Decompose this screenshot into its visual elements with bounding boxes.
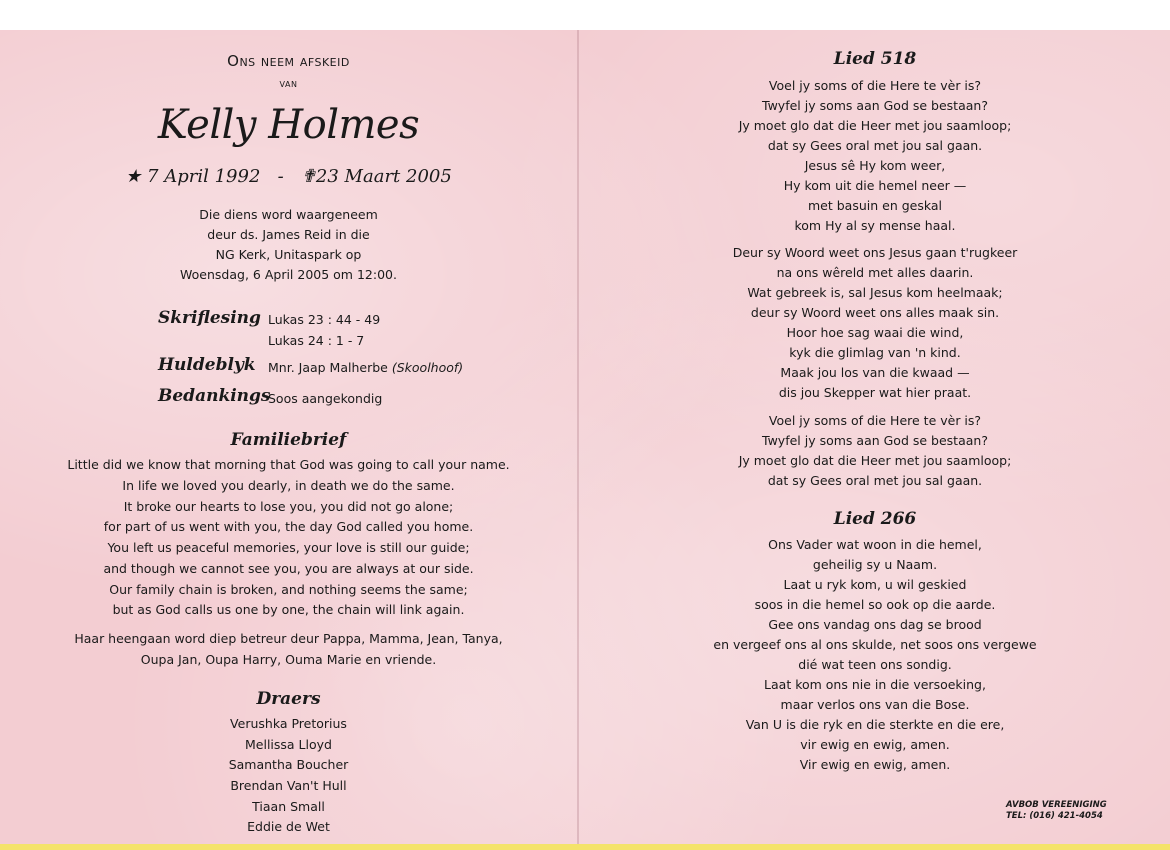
lied-518-line: Maak jou los van die kwaad —: [780, 365, 970, 380]
familiebrief-line: You left us peaceful memories, your love is still our guide;: [107, 540, 470, 555]
familiebrief-line: and though we cannot see you, you are always at our side.: [103, 561, 474, 576]
lied-266-line: Van U is die ryk en die sterkte en die ere,: [745, 717, 1005, 732]
lied-518-line: Voel jy soms of die Here te vèr is?: [768, 78, 982, 93]
lied-518-line: dat sy Gees oral met jou sal gaan.: [767, 138, 983, 153]
familiebrief-title: Familiebrief: [230, 430, 347, 450]
lied-518-line: Jy moet glo dat die Heer met jou saamloop;: [738, 118, 1012, 133]
lied-518-line: dat sy Gees oral met jou sal gaan.: [767, 473, 983, 488]
service-line: Die diens word waargeneem: [199, 207, 378, 222]
left-panel: [0, 30, 577, 844]
huldeblyk-speaker: Mnr. Jaap Malherbe: [268, 360, 388, 375]
familiebrief-line: Our family chain is broken, and nothing seems the same;: [109, 582, 468, 597]
lied-518-line: Deur sy Woord weet ons Jesus gaan t'rugkeer: [732, 245, 1018, 260]
familiebrief-line: for part of us went with you, the day God called you home.: [103, 519, 474, 534]
lied-518-line: Hoor hoe sag waai die wind,: [786, 325, 964, 340]
lied-518-line: Twyfel jy soms aan God se bestaan?: [762, 98, 988, 113]
star-icon: ★: [125, 166, 142, 187]
pallbearer-name: Eddie de Wet: [247, 819, 330, 834]
mourners-line: Haar heengaan word diep betreur deur Pappa, Mamma, Jean, Tanya,: [74, 631, 503, 646]
lied-518-line: dis jou Skepper wat hier praat.: [778, 385, 972, 400]
lied-266-line: dié wat teen ons sondig.: [798, 657, 952, 672]
birth-date: 7 April 1992: [147, 166, 261, 187]
service-line: NG Kerk, Unitaspark op: [215, 247, 362, 262]
service-line: Woensdag, 6 April 2005 om 12:00.: [180, 267, 397, 282]
cross-icon: ✟: [300, 166, 316, 187]
lied-518-title: Lied 518: [833, 49, 917, 69]
mourners-line: Oupa Jan, Oupa Harry, Ouma Marie en vriende.: [140, 652, 437, 667]
intro-line-1: Ons neem afskeid: [227, 52, 350, 70]
lied-266-line: soos in die hemel so ook op die aarde.: [754, 597, 996, 612]
lied-518-line: Voel jy soms of die Here te vèr is?: [768, 413, 982, 428]
pallbearer-name: Brendan Van't Hull: [230, 778, 347, 793]
lied-518-line: kyk die glimlag van 'n kind.: [789, 345, 961, 360]
bedankings-label: Bedankings: [158, 386, 271, 406]
death-date: 23 Maart 2005: [315, 166, 452, 187]
lied-266-title: Lied 266: [833, 509, 917, 529]
lied-518-line: Hy kom uit die hemel neer —: [783, 178, 967, 193]
skriflesing-reading-1: Lukas 23 : 44 - 49: [268, 312, 381, 327]
skriflesing-reading-2: Lukas 24 : 1 - 7: [268, 333, 365, 348]
draers-title: Draers: [256, 689, 321, 709]
lied-518-line: Jesus sê Hy kom weer,: [804, 158, 946, 173]
life-dates: [0, 166, 577, 187]
lied-266-line: Laat kom ons nie in die versoeking,: [764, 677, 986, 692]
funeral-society-imprint: [1006, 800, 1107, 822]
pallbearer-name: Verushka Pretorius: [230, 716, 347, 731]
lied-266-line: Vir ewig en ewig, amen.: [799, 757, 951, 772]
huldeblyk-value: [268, 360, 463, 375]
lied-518-line: met basuin en geskal: [807, 198, 942, 213]
familiebrief-line: Little did we know that morning that God was going to call your name.: [67, 457, 510, 472]
pallbearer-name: Tiaan Small: [252, 799, 325, 814]
intro-line-2: van: [279, 76, 298, 90]
lied-266-line: geheilig sy u Naam.: [812, 557, 938, 572]
org-name: AVBOB VEREENIGING: [1006, 800, 1107, 810]
lied-518-line: na ons wêreld met alles daarin.: [776, 265, 974, 280]
bedankings-value: Soos aangekondig: [268, 391, 383, 406]
huldeblyk-label: Huldeblyk: [158, 355, 256, 375]
lied-266-line: en vergeef ons al ons skulde, net soos ons vergewe: [713, 637, 1037, 652]
familiebrief-line: In life we loved you dearly, in death we do the same.: [122, 478, 455, 493]
pallbearer-name: Samantha Boucher: [228, 757, 349, 772]
fold-line: [577, 30, 579, 844]
right-panel: [580, 30, 1170, 844]
lied-518-line: deur sy Woord weet ons alles maak sin.: [750, 305, 1000, 320]
lied-266-line: maar verlos ons van die Bose.: [780, 697, 970, 712]
bottom-strip: [0, 844, 1170, 850]
lied-266-line: vir ewig en ewig, amen.: [800, 737, 950, 752]
service-line: deur ds. James Reid in die: [207, 227, 370, 242]
familiebrief-line: but as God calls us one by one, the chain will link again.: [112, 602, 465, 617]
lied-518-line: Wat gebreek is, sal Jesus kom heelmaak;: [747, 285, 1003, 300]
lied-518-line: Jy moet glo dat die Heer met jou saamloop;: [738, 453, 1012, 468]
dash-separator: -: [266, 166, 296, 187]
lied-266-line: Gee ons vandag ons dag se brood: [768, 617, 982, 632]
org-phone: TEL: (016) 421-4054: [1006, 811, 1103, 821]
lied-266-line: Laat u ryk kom, u wil geskied: [783, 577, 967, 592]
lied-266-line: Ons Vader wat woon in die hemel,: [768, 537, 982, 552]
familiebrief-line: It broke our hearts to lose you, you did not go alone;: [123, 499, 454, 514]
lied-518-line: kom Hy al sy mense haal.: [794, 218, 956, 233]
lied-518-line: Twyfel jy soms aan God se bestaan?: [762, 433, 988, 448]
skriflesing-label: Skriflesing: [158, 308, 261, 328]
huldeblyk-role: (Skoolhoof): [391, 360, 464, 375]
deceased-name: Kelly Holmes: [157, 102, 420, 148]
pallbearer-name: Mellissa Lloyd: [245, 737, 332, 752]
